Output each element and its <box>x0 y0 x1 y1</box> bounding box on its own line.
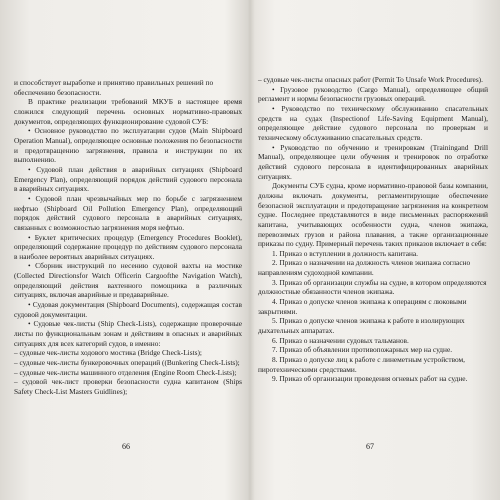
left-page-number: 66 <box>122 442 130 451</box>
paragraph: • Руководство по техническому обслуживанию спасательных средств на судах (Inspectionof Life-Saving Equipment Manual), определяющее действие судового персонала по проверкам и техническому обслуживанию спасательных средств. <box>258 103 488 142</box>
paragraph: 9. Приказ об организации проведения огневых работ на судне. <box>272 374 468 384</box>
paragraph: 4. Приказ о допуске членов экипажа к операциям с люковыми закрытиями. <box>258 297 467 316</box>
paragraph: В практике реализации требований МКУБ в настоящее время сложился следующий перечень основных нормативно-правовых документов, определяющих функционирование судовой СУБ: <box>14 97 242 126</box>
paragraph: и способствует выработке и принятию правильных решений по обеспечению безопасности. <box>14 78 214 97</box>
paragraph: • Судовая документация (Shipboard Documents), содержащая состав судовой документации. <box>14 300 242 319</box>
paragraph: – судовые чек-листы ходового мостика (Bridge Check-Lists); <box>14 348 202 358</box>
paragraph: – судовые чек-листы опасных работ (Permit To Unsafe Work Procedures). <box>258 75 483 84</box>
paragraph: • Судовой план чрезвычайных мер по борьбе с загрязнением нефтью (Shipboard Oil Pollution Emergency Plan), определяющий порядок действий судового персонала в аварийных ситуациях, связанных с возможностью загрязнения моря нефтью. <box>14 193 242 232</box>
paragraph: 7. Приказ об объявлении противопожарных мер на судне. <box>272 345 453 355</box>
paragraph: • Буклет критических процедур (Emergency Procedures Booklet), определяющий содержание процедур по действиям судового персонала в наиболее вероятных аварийных ситуациях. <box>14 232 242 261</box>
right-page-text <box>258 75 488 384</box>
paragraph: 3. Приказ об организации службы на судне, в котором определяются должностные обязанности членов экипажа. <box>258 277 487 297</box>
paragraph: Документы СУБ судна, кроме нормативно-правовой базы компании, должны включать документы, регламентирующие обеспечение безопасной эксплуатации и предотвращение загрязнения на конкретном судне. Последнее представляются в виде письменных распоряжений капитана, учитывающих особенности судна, членов экипажа, перевозимых грузов и района плавания, а также организационные приказы по судну. Примерный перечень таких приказов включает в себя: <box>258 181 488 249</box>
left-page-text <box>14 78 242 397</box>
paragraph: – судовые чек-листы машинного отделения (Engine Room Check-Lists); <box>14 367 237 377</box>
paragraph: 6. Приказ о назначении судовых тальманов. <box>272 335 409 345</box>
paragraph: • Грузовое руководство (Cargo Manual), определяющее общий регламент и нормы безопасности грузовых операций. <box>258 84 488 104</box>
right-page <box>258 0 488 500</box>
paragraph: • Основное руководство по эксплуатации судов (Main Shipboard Operation Manual), определяющее основные положения по безопасности и предотвращению загрязнения, правила и инструкции по их выполнению. <box>14 126 242 165</box>
right-page-number: 67 <box>366 442 374 451</box>
left-page <box>14 0 242 500</box>
paragraph: • Руководство по обучению и тренировкам (Trainingand Drill Manual), определяющее цели обучения и тренировок по отработке действий судового персонала в идентифицированных аварийных ситуациях. <box>258 142 488 181</box>
paragraph: 8. Приказ о допуске лиц к работе с линеметным устройством, пиротехническими средствами. <box>258 355 466 374</box>
paragraph: 5. Приказ о допуске членов экипажа к работе в изолирующих дыхательных аппаратах. <box>258 316 465 336</box>
paragraph: – судовые чек-листы бункеровочных операций ((Bunkering Check-Lists); <box>14 358 240 368</box>
paragraph: 1. Приказ о вступлении в должность капитана. <box>272 248 419 258</box>
paragraph: 2. Приказ о назначении на должность членов экипажа согласно направлениям судоходной компании. <box>258 258 471 278</box>
paragraph: • Судовой план действия в аварийных ситуациях (Shipboard Emergency Plan), определяющий порядок действий судового персонала в аварийных ситуациях. <box>14 164 242 194</box>
paragraph: • Судовые чек-листы (Ship Check-Lists), содержащие проверочные листы по функциональным зонам и действиям в опасных и аварийных ситуациях для всех категорий судов, в именно: <box>14 319 242 348</box>
paragraph: – судовой чек-лист проверки безопасности судна капитаном (Ships Safety Check-List Masters Guidlines); <box>14 377 242 396</box>
paragraph: • Сборник инструкций по несению судовой вахты на мостике (Collected Directionsfor Watch Officerin Cargoofthe Navigation Watch), определяющий действия вахтенного помощника в различных ситуациях, включая аварийные и предаварийные. <box>14 261 242 300</box>
